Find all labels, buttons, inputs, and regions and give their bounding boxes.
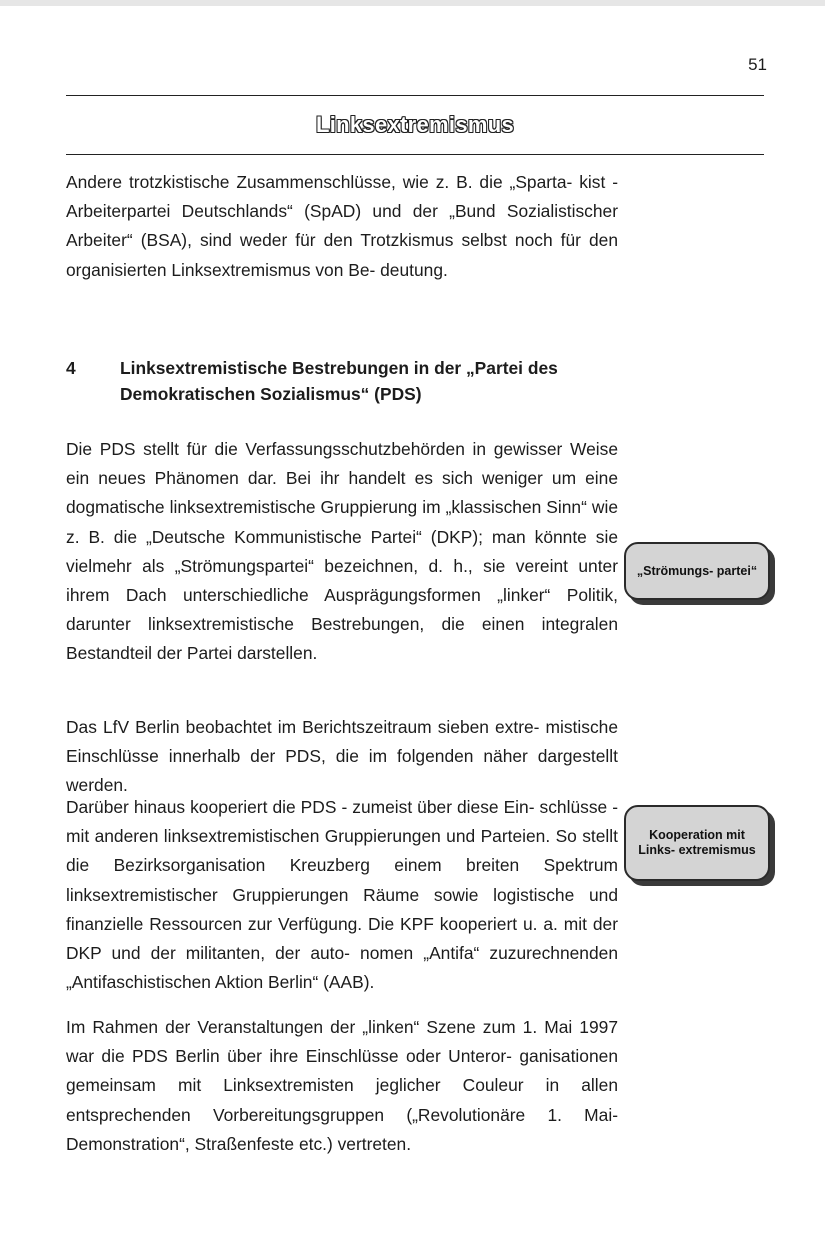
margin-note-kooperation: Kooperation mit Links- extremismus: [624, 805, 770, 881]
paragraph-lfv-observation: Das LfV Berlin beobachtet im Berichtszeitraum sieben extre- mistische Einschlüsse innerhalb der PDS, die im folgenden näher dargestellt werden.: [66, 717, 618, 796]
paragraph-pds-phenomenon: Die PDS stellt für die Verfassungsschutzbehörden in gewisser Weise ein neues Phänomen dar. Bei ihr handelt es sich weniger um eine dogmatische linksextremistische Gruppierung im „klassischen Sinn“ wie z. B. die „Deutsche Kommunistische Partei“ (DKP); man könnte sie vielmehr als „Strömungspartei“ bezeichnen, d. h., sie vereint unter ihrem Dach unterschiedliche Ausprägungsformen „linker“ Politik, darunter linksextremistische Bestrebungen, die einen integralen Bestandteil der Partei darstellen.: [66, 439, 618, 664]
header-rule-bottom: [66, 154, 764, 155]
paragraph-trotzkist-groups: Andere trotzkistische Zusammenschlüsse, wie z. B. die „Sparta- kist - Arbeiterpartei Deutschlands“ (SpAD) und der „Bund Sozialistischer Arbeiter“ (BSA), sind weder für den Trotzkismus selbst noch für den organisierten Linksextremismus von Be- deutung.: [66, 172, 618, 280]
scan-edge: [0, 0, 825, 6]
section-number: 4: [66, 358, 76, 378]
paragraph-cooperation: Darüber hinaus kooperiert die PDS - zumeist über diese Ein- schlüsse - mit anderen linksextremistischen Gruppierungen und Parteien. So stellt die Bezirksorganisation Kreuzberg einem breiten Spektrum linksextremistischer Gruppierungen Räume sowie logistische und finanzielle Ressourcen zur Verfügung. Die KPF kooperiert u. a. mit der DKP und der militanten, der auto- nomen „Antifa“ zuzurechnenden „Antifaschistischen Aktion Berlin“ (AAB).: [66, 797, 618, 993]
running-head: Linksextremismus: [316, 112, 514, 137]
margin-note-stroemungspartei: „Strömungs- partei“: [624, 542, 770, 600]
section-title: Linksextremistische Bestrebungen in der „Partei des Demokratischen Sozialismus“ (PDS): [120, 358, 558, 404]
section-heading: [66, 356, 626, 407]
page-number: 51: [748, 55, 767, 74]
header-rule-top: [66, 95, 764, 96]
paragraph-may-day: Im Rahmen der Veranstaltungen der „linken“ Szene zum 1. Mai 1997 war die PDS Berlin über ihre Einschlüsse oder Unteror- ganisationen gemeinsam mit Linksextremisten jeglicher Couleur in allen entsprechenden Vorbereitungsgruppen („Revolutionäre 1. Mai-Demonstration“, Straßenfeste etc.) vertreten.: [66, 1017, 618, 1154]
